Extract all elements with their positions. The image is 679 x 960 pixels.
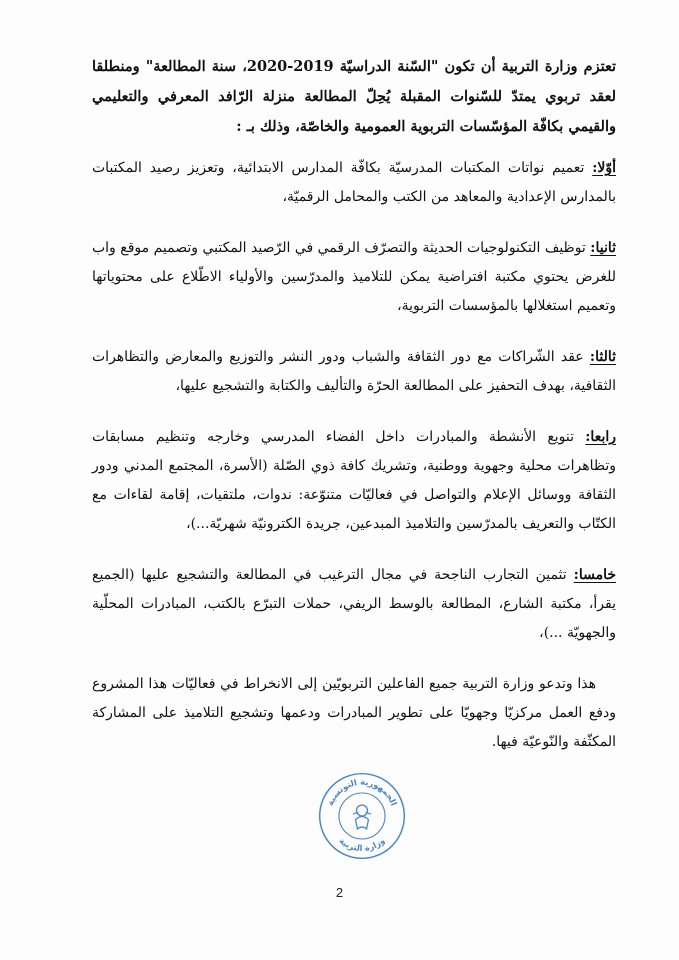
document-body — [92, 52, 616, 771]
stamp-emblem-icon — [353, 805, 371, 829]
item-text-4: تنويع الأنشطة والمبادرات داخل الفضاء المدرسي وخارجه وتنظيم مسابقات وتظاهرات محلية وجهوية ووطنية، وتشريك كافة ذوي الصّلة (الأسرة، المجتمع المدني ودور الثقافة ووسائل الإعلام والتواصل في فعاليّات متنوّعة: ندوات، ملتقيات، إقامة لقاءات مع الكتّاب والتعريف بالمدرّسين والتلاميذ المبدعين، جريدة الكترونيّة شهريّة...)، — [92, 429, 616, 532]
item-lead-2: ثانيا: — [590, 240, 616, 256]
page-number: 2 — [335, 885, 344, 900]
item-paragraph-3 — [92, 343, 616, 401]
item-lead-1: أوّلا: — [592, 160, 616, 176]
stamp-bottom-text: وزارة التربية — [337, 835, 387, 853]
ministry-stamp — [316, 770, 408, 862]
item-paragraph-5 — [92, 561, 616, 648]
item-lead-3: ثالثا: — [589, 349, 616, 365]
stamp-top-text: الجمهورية التونسية — [324, 776, 400, 808]
item-text-2: توظيف التكنولوجيات الحديثة والتصرّف الرقمي في الرّصيد المكتبي وتصميم موقع واب للغرض يحتوي مكتبة افتراضية يمكن للتلاميذ والمدرّسين والأولياء الاطّلاع على محتوياتها وتعميم استغلالها بالمؤسسات التربوية، — [91, 240, 616, 314]
item-text-5: تثمين التجارب الناجحة في مجال الترغيب في المطالعة والتشجيع عليها (الجميع يقرأ، مكتبة الشارع، المطالعة بالوسط الريفي، حملات التبرّع بالكتب، المبادرات المحلّية والجهويّة ...)، — [92, 567, 616, 641]
item-paragraph-4 — [92, 423, 616, 539]
item-lead-5: خامسا: — [573, 567, 616, 583]
closing-paragraph: هذا وتدعو وزارة التربية جميع الفاعلين التربويّين إلى الانخراط في فعاليّات هذا المشروع ودفع العمل مركزيّا وجهويّا على تطوير المبادرات ودعمها وتشجيع التلاميذ على المشاركة المكثّفة والنّوعيّة فيها. — [92, 676, 616, 750]
item-paragraph-1 — [92, 154, 616, 212]
intro-paragraph: تعتزم وزارة التربية أن تكون "السّنة الدراسيّة 2019-2020، سنة المطالعة" ومنطلقا لعقد تربوي يمتدّ للسّنوات المقبلة يُحِلّ المطالعة منزلة الرّافد المعرفي والتعليمي والقيمي بكافّة المؤسّسات التربوية العمومية والخاصّة، وذلك بـ : — [92, 58, 616, 135]
item-text-1: تعميم نواتات المكتبات المدرسيّة بكافّة المدارس الابتدائية، وتعزيز رصيد المكتبات بالمدارس الإعدادية والمعاهد من الكتب والمحامل الرقميّة، — [92, 160, 616, 205]
item-paragraph-2 — [92, 234, 616, 321]
item-text-3: عقد الشّراكات مع دور الثقافة والشباب ودور النشر والتوزيع والمعارض والتظاهرات الثقافية، بهدف التحفيز على المطالعة الحرّة والتأليف والكتابة والتشجيع عليها، — [92, 349, 616, 394]
item-lead-4: رابعا: — [585, 429, 616, 445]
